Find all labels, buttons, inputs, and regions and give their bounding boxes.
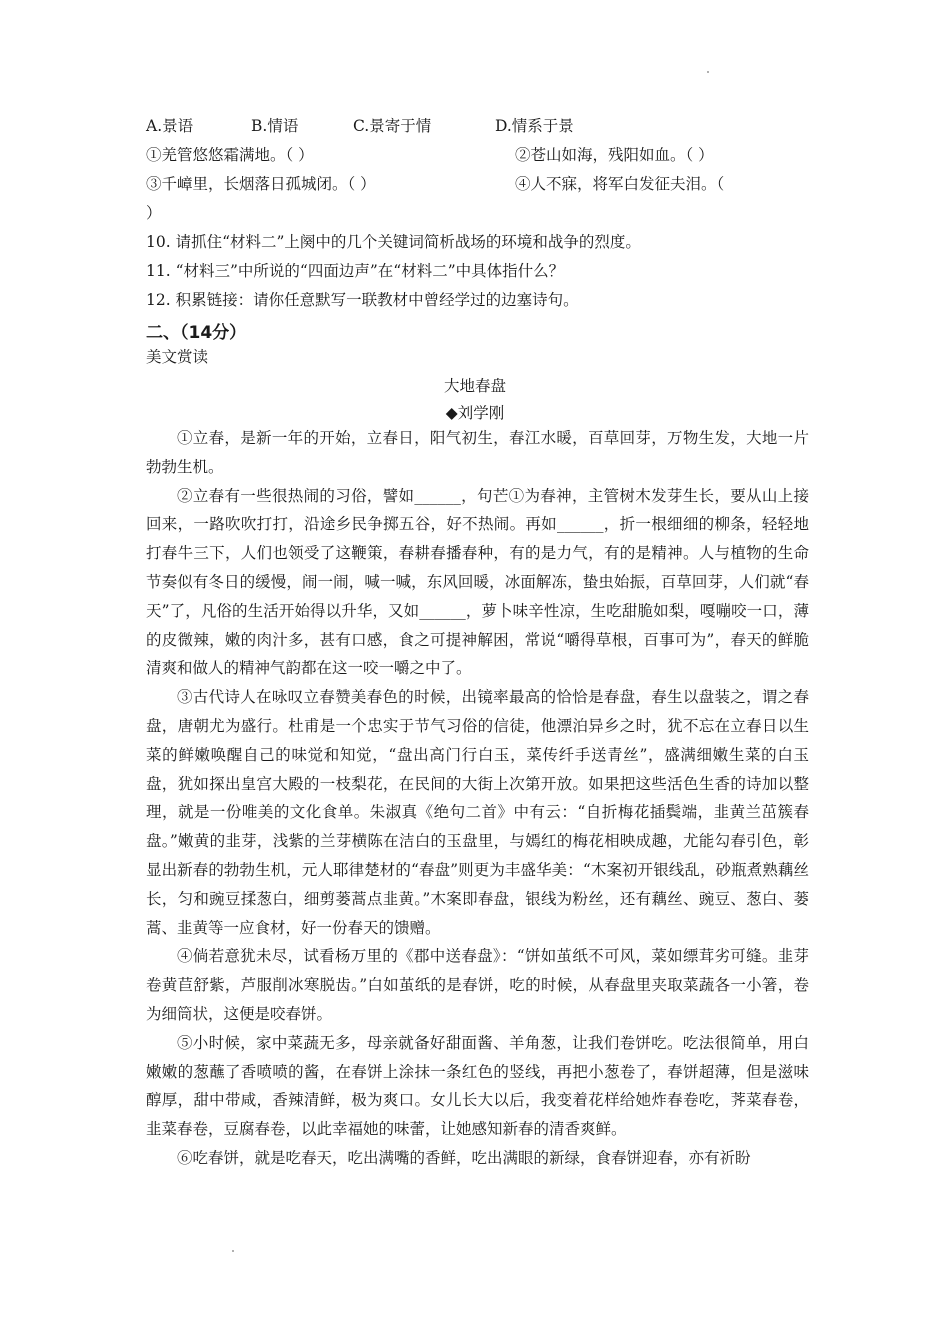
page-mark-top bbox=[707, 71, 709, 73]
question-10: 10. 请抓住“材料二”上阕中的几个关键词简析战场的环境和战争的烈度。 bbox=[146, 233, 641, 251]
section-subtitle: 美文赏读 bbox=[146, 348, 209, 366]
poem-line-2: ②苍山如海，残阳如血。（ ） bbox=[515, 146, 714, 164]
article-paragraph-2: ②立春有一些很热闹的习俗，譬如______，句芒①为春神，主管树木发芽生长，要从山上接回来，一路吹吹打打，沿途乡民争掷五谷，好不热闹。再如______，折一根细细的柳条，轻轻地打春牛三下，人们也领受了这鞭策，春耕春播春种，有的是力气，有的是精神。人与植物的生命节奏似有冬日的缓慢，闹一闹，喊一喊，东风回暖，冰面解冻，蛰虫始振，百草回芽，人们就“春天”了，凡俗的生活开始得以升华，又如______，萝卜味辛性凉，生吃甜脆如梨，嘎嘣咬一口，薄的皮微辣，嫩的肉汁多，甚有口感，食之可提神解困，常说“嚼得草根，百事可为”，春天的鲜脆清爽和做人的精神气韵都在这一咬一嚼之中了。 bbox=[146, 486, 809, 678]
option-d: D.情系于景 bbox=[495, 117, 574, 135]
page-mark-bottom bbox=[232, 1250, 234, 1252]
article-paragraph-4: ④倘若意犹未尽，试看杨万里的《郡中送春盘》：“饼如茧纸不可风，菜如缥茸劣可缝。韭芽卷黄苣舒紫，芦服削冰寒脱齿。”白如茧纸的是春饼，吃的时候，从春盘里夹取菜蔬各一小箸，卷为细筒状，这便是咬春饼。 bbox=[146, 947, 809, 1023]
question-12: 12. 积累链接：请你任意默写一联教材中曾经学过的边塞诗句。 bbox=[146, 291, 579, 309]
article-paragraph-5: ⑤小时候，家中菜蔬无多，母亲就备好甜面酱、羊角葱，让我们卷饼吃。吃法很简单，用白嫩嫩的葱蘸了香喷喷的酱，在春饼上涂抹一条红色的竖线，再把小葱卷了，春饼超薄，但是滋味醇厚，甜中带咸，香辣清鲜，极为爽口。女儿长大以后，我变着花样给她炸春卷吃，荠菜春卷，韭菜春卷，豆腐春卷，以此幸福她的味蕾，让她感知新春的清香爽鲜。 bbox=[146, 1033, 809, 1139]
poem-line-3: ③千嶂里，长烟落日孤城闭。（ ） bbox=[146, 175, 376, 193]
question-11: 11. “材料三”中所说的“四面边声”在“材料二”中具体指什么？ bbox=[146, 262, 565, 280]
poem-line-4: ④人不寐，将军白发征夫泪。（ bbox=[515, 175, 725, 193]
option-b: B.情语 bbox=[251, 117, 299, 135]
article-paragraph-1: ①立春，是新一年的开始，立春日，阳气初生，春江水暖，百草回芽，万物生发，大地一片勃勃生机。 bbox=[146, 429, 809, 476]
poem-line-1: ①羌管悠悠霜满地。（ ） bbox=[146, 146, 314, 164]
article-author: ◆刘学刚 bbox=[445, 404, 505, 422]
article-paragraph-6: ⑥吃春饼，就是吃春天，吃出满嘴的香鲜，吃出满眼的新绿，食春饼迎春，亦有祈盼 bbox=[177, 1148, 751, 1167]
poem-line-4-close: ） bbox=[146, 204, 162, 222]
option-a: A.景语 bbox=[146, 117, 194, 135]
section-heading: 二、（14分） bbox=[146, 323, 247, 343]
option-c: C.景寄于情 bbox=[353, 117, 432, 135]
article-title: 大地春盘 bbox=[443, 377, 506, 395]
article-body bbox=[146, 424, 809, 1173]
article-paragraph-3: ③古代诗人在咏叹立春赞美春色的时候，出镜率最高的恰恰是春盘，春生以盘装之，谓之春盘，唐朝尤为盛行。杜甫是一个忠实于节气习俗的信徒，他漂泊异乡之时，犹不忘在立春日以生菜的鲜嫩唤醒自己的味觉和知觉，“盘出高门行白玉，菜传纤手送青丝”，盛满细嫩生菜的白玉盘，犹如探出皇宫大殿的一枝梨花，在民间的大街上次第开放。如果把这些活色生香的诗加以整理，就是一份唯美的文化食单。朱淑真《绝句二首》中有云：“自折梅花插鬓端，韭黄兰茁簇春盘。”嫩黄的韭芽，浅紫的兰芽横陈在洁白的玉盘里，与嫣红的梅花相映成趣，尤能勾春引色，彰显出新春的勃勃生机，元人耶律楚材的“春盘”则更为丰盛华美：“木案初开银线乱，砂瓶煮熟藕丝长，匀和豌豆揉葱白，细剪蒌蒿点韭黄。”木案即春盘，银线为粉丝，还有藕丝、豌豆、葱白、蒌蒿、韭黄等一应食材，好一份春天的馈赠。 bbox=[146, 688, 809, 937]
